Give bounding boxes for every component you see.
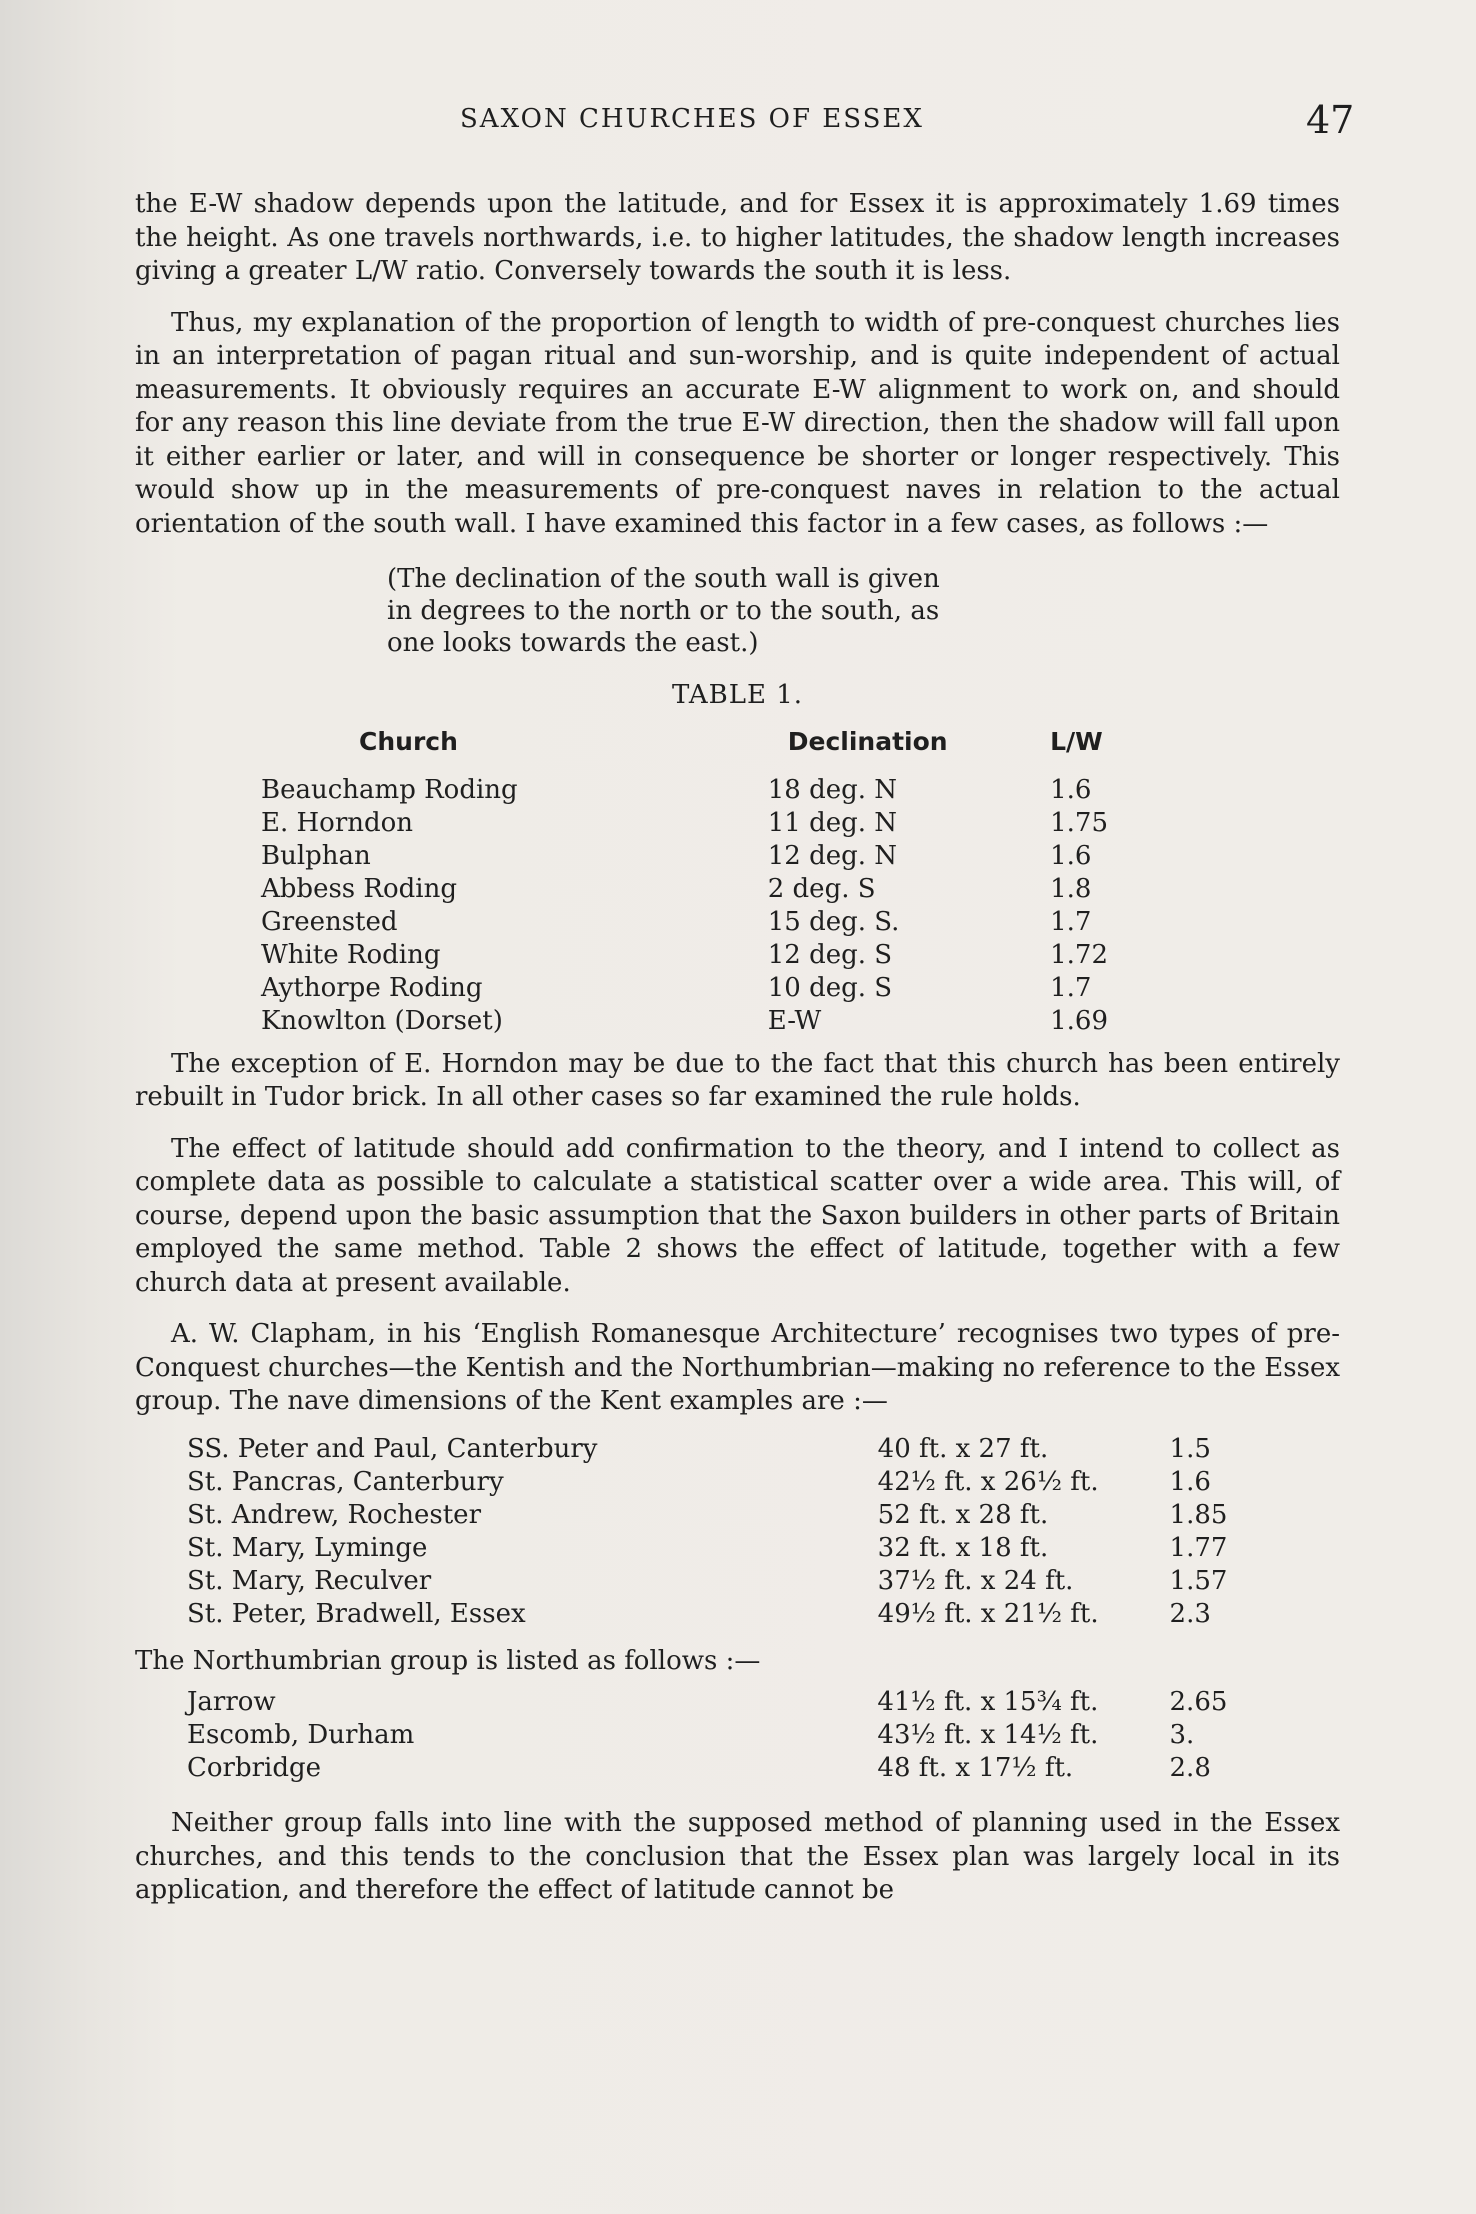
nave-dimensions: 42½ ft. x 26½ ft. [877, 1466, 1099, 1497]
paragraph-1: the E-W shadow depends upon the latitude, and for Essex it is approximately 1.69 times the height. As one travels northwards, i.e. to higher latitudes, the shadow length increases giving a greater L/W ratio. Conversely towards the south it is less. [135, 189, 1340, 286]
paragraph-6: Neither group falls into line with the supposed method of planning used in the Essex churches, and this tends to the conclusion that the Essex plan was largely local in its application, and therefore the effect of latitude cannot be [135, 1808, 1340, 1905]
lw-cell: 1.8 [1050, 873, 1092, 904]
church-name: St. Mary, Reculver [187, 1565, 432, 1596]
nave-dimensions: 32 ft. x 18 ft. [877, 1532, 1049, 1563]
nave-dimensions: 40 ft. x 27 ft. [877, 1433, 1049, 1464]
table-row [261, 939, 1161, 972]
lw-cell: 1.69 [1050, 1005, 1108, 1036]
table-row [261, 1005, 1161, 1038]
declination-cell: 15 deg. S. [767, 906, 900, 937]
table-row [261, 840, 1161, 873]
lw-cell: 1.72 [1050, 939, 1108, 970]
list-item [187, 1598, 1287, 1631]
nave-dimensions: 49½ ft. x 21½ ft. [877, 1598, 1099, 1629]
church-name: St. Pancras, Canterbury [187, 1466, 504, 1497]
lw-cell: 1.7 [1050, 906, 1092, 937]
church-cell: White Roding [261, 939, 441, 970]
running-header [0, 98, 1476, 148]
nave-dimensions: 52 ft. x 28 ft. [877, 1499, 1049, 1530]
lw-ratio: 2.8 [1169, 1753, 1211, 1783]
running-title: SAXON CHURCHES OF ESSEX [460, 104, 924, 134]
column-header-church: Church [359, 726, 458, 756]
church-name: SS. Peter and Paul, Canterbury [187, 1433, 598, 1464]
declination-note: (The declination of the south wall is given in degrees to the north or to the south, as one looks towards the east.) [387, 564, 940, 658]
church-cell: E. Horndon [261, 807, 414, 838]
table-1-caption: TABLE 1. [671, 680, 804, 710]
lw-ratio: 3. [1169, 1720, 1195, 1750]
page-content [135, 188, 1340, 1908]
list-item [187, 1686, 1287, 1719]
list-item [187, 1565, 1287, 1598]
lw-cell: 1.7 [1050, 972, 1092, 1003]
church-name: Escomb, Durham [187, 1720, 415, 1750]
declination-cell: E-W [767, 1005, 822, 1036]
table-1-header-row [261, 725, 1161, 774]
list-item [187, 1532, 1287, 1565]
page-number: 47 [1306, 98, 1355, 142]
church-cell: Knowlton (Dorset) [261, 1005, 503, 1036]
church-name: Jarrow [187, 1687, 276, 1717]
table-row [261, 873, 1161, 906]
lw-ratio: 1.6 [1169, 1466, 1211, 1497]
declination-cell: 12 deg. S [767, 939, 893, 970]
nave-dimensions: 48 ft. x 17½ ft. [877, 1753, 1074, 1783]
church-cell: Greensted [261, 906, 398, 937]
church-cell: Aythorpe Roding [261, 972, 483, 1003]
list-item [187, 1433, 1287, 1466]
list-item [187, 1752, 1287, 1785]
declination-cell: 18 deg. N [767, 774, 898, 805]
table-row [261, 972, 1161, 1005]
northumbrian-intro: The Northumbrian group is listed as follows :— [135, 1645, 761, 1676]
nave-dimensions: 43½ ft. x 14½ ft. [877, 1720, 1099, 1750]
declination-cell: 2 deg. S [767, 873, 876, 904]
lw-ratio: 2.65 [1169, 1687, 1228, 1717]
kent-examples-list [187, 1433, 1287, 1631]
lw-ratio: 1.85 [1169, 1499, 1228, 1530]
table-row [261, 906, 1161, 939]
paragraph-2: Thus, my explanation of the proportion of length to width of pre-conquest churches lies in an interpretation of pagan ritual and sun-worship, and is quite independent of actual measurements. It obviously requires an accurate E-W alignment to work on, and should for any reason this line deviate from the true E-W direction, then the shadow will fall upon it either earlier or later, and will in consequence be shorter or longer respectively. This would show up in the measurements of pre-conquest naves in relation to the actual orientation of the south wall. I have examined this factor in a few cases, as follows :— [135, 307, 1340, 539]
list-item [187, 1466, 1287, 1499]
table-row [261, 807, 1161, 840]
lw-cell: 1.75 [1050, 807, 1108, 838]
lw-ratio: 1.77 [1169, 1532, 1228, 1563]
paragraph-4: The effect of latitude should add confirmation to the theory, and I intend to collect as complete data as possible to calculate a statistical scatter over a wide area. This will, of course, depend upon the basic assumption that the Saxon builders in other parts of Britain employed the same method. Table 2 shows the effect of latitude, together with a few church data at present available. [135, 1133, 1340, 1298]
declination-cell: 11 deg. N [767, 807, 898, 838]
table-1 [261, 725, 1161, 1038]
declination-cell: 10 deg. S [767, 972, 893, 1003]
lw-cell: 1.6 [1050, 774, 1092, 805]
northumbrian-examples-list [187, 1686, 1287, 1785]
church-name: Corbridge [187, 1753, 322, 1783]
nave-dimensions: 41½ ft. x 15¾ ft. [877, 1687, 1099, 1717]
column-header-lw: L/W [1050, 726, 1103, 756]
nave-dimensions: 37½ ft. x 24 ft. [877, 1565, 1074, 1596]
list-item [187, 1719, 1287, 1752]
lw-ratio: 1.57 [1169, 1565, 1228, 1596]
church-name: St. Peter, Bradwell, Essex [187, 1598, 526, 1629]
paragraph-3: The exception of E. Horndon may be due to the fact that this church has been entirely rebuilt in Tudor brick. In all other cases so far examined the rule holds. [135, 1048, 1340, 1112]
lw-ratio: 1.5 [1169, 1433, 1211, 1464]
church-cell: Beauchamp Roding [261, 774, 518, 805]
list-item [187, 1499, 1287, 1532]
lw-cell: 1.6 [1050, 840, 1092, 871]
column-header-declination: Declination [787, 726, 948, 756]
church-cell: Abbess Roding [261, 873, 457, 904]
paragraph-5: A. W. Clapham, in his ‘English Romanesque Architecture’ recognises two types of pre-Conquest churches—the Kentish and the Northumbrian—making no reference to the Essex group. The nave dimensions of the Kent examples are :— [135, 1319, 1340, 1416]
church-name: St. Mary, Lyminge [187, 1532, 428, 1563]
church-cell: Bulphan [261, 840, 371, 871]
lw-ratio: 2.3 [1169, 1598, 1211, 1629]
church-name: St. Andrew, Rochester [187, 1499, 481, 1530]
declination-cell: 12 deg. N [767, 840, 898, 871]
table-row [261, 774, 1161, 807]
